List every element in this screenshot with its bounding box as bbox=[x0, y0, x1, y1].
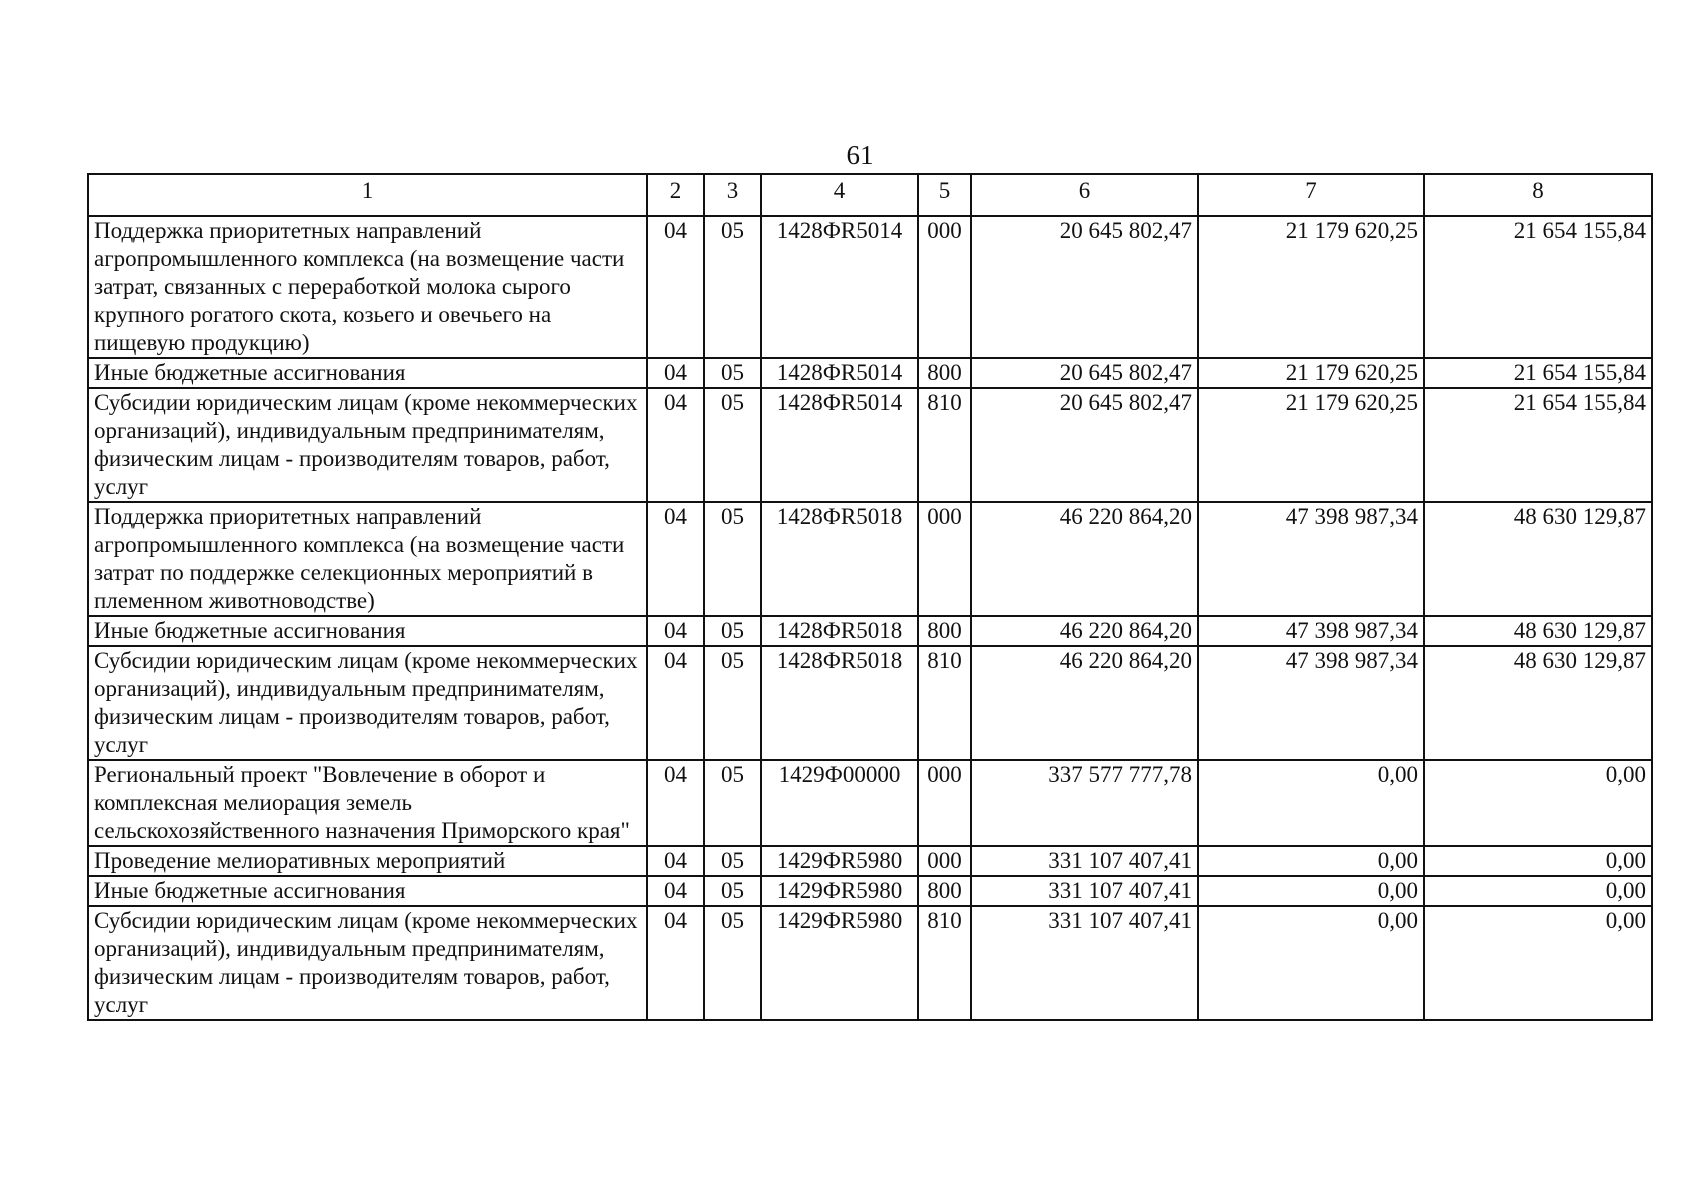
amount-col8-cell: 0,00 bbox=[1424, 846, 1652, 876]
amount-col6-cell: 20 645 802,47 bbox=[971, 388, 1198, 502]
target-article-cell: 1429ФR5980 bbox=[761, 906, 918, 1020]
subsection-code-cell: 05 bbox=[704, 646, 761, 760]
amount-col8-cell: 21 654 155,84 bbox=[1424, 216, 1652, 358]
amount-col6-cell: 46 220 864,20 bbox=[971, 502, 1198, 616]
subsection-code-cell: 05 bbox=[704, 876, 761, 906]
target-article-cell: 1428ФR5018 bbox=[761, 502, 918, 616]
amount-col6-cell: 20 645 802,47 bbox=[971, 216, 1198, 358]
column-header: 8 bbox=[1424, 174, 1652, 216]
section-code-cell: 04 bbox=[647, 216, 704, 358]
section-code-cell: 04 bbox=[647, 876, 704, 906]
row-name-cell: Региональный проект "Вовлечение в оборот и комплексная мелиорация земель сельскохозяйственного назначения Приморского края" bbox=[88, 760, 647, 846]
subsection-code-cell: 05 bbox=[704, 846, 761, 876]
column-header: 5 bbox=[918, 174, 971, 216]
expense-type-cell: 810 bbox=[918, 388, 971, 502]
table-row bbox=[88, 502, 1652, 616]
amount-col8-cell: 0,00 bbox=[1424, 906, 1652, 1020]
subsection-code-cell: 05 bbox=[704, 502, 761, 616]
table-row bbox=[88, 358, 1652, 388]
table-header-row bbox=[88, 174, 1652, 216]
expense-type-cell: 810 bbox=[918, 646, 971, 760]
section-code-cell: 04 bbox=[647, 388, 704, 502]
expense-type-cell: 000 bbox=[918, 502, 971, 616]
column-header: 4 bbox=[761, 174, 918, 216]
expense-type-cell: 810 bbox=[918, 906, 971, 1020]
table-row bbox=[88, 846, 1652, 876]
amount-col7-cell: 47 398 987,34 bbox=[1198, 616, 1424, 646]
expense-type-cell: 000 bbox=[918, 760, 971, 846]
amount-col6-cell: 337 577 777,78 bbox=[971, 760, 1198, 846]
amount-col7-cell: 0,00 bbox=[1198, 846, 1424, 876]
amount-col7-cell: 47 398 987,34 bbox=[1198, 502, 1424, 616]
amount-col6-cell: 331 107 407,41 bbox=[971, 846, 1198, 876]
table-row bbox=[88, 646, 1652, 760]
amount-col8-cell: 48 630 129,87 bbox=[1424, 646, 1652, 760]
target-article-cell: 1428ФR5014 bbox=[761, 216, 918, 358]
column-header: 2 bbox=[647, 174, 704, 216]
amount-col7-cell: 47 398 987,34 bbox=[1198, 646, 1424, 760]
amount-col7-cell: 21 179 620,25 bbox=[1198, 216, 1424, 358]
column-header: 1 bbox=[88, 174, 647, 216]
table-row bbox=[88, 906, 1652, 1020]
subsection-code-cell: 05 bbox=[704, 906, 761, 1020]
amount-col7-cell: 21 179 620,25 bbox=[1198, 388, 1424, 502]
subsection-code-cell: 05 bbox=[704, 760, 761, 846]
amount-col7-cell: 21 179 620,25 bbox=[1198, 358, 1424, 388]
target-article-cell: 1428ФR5014 bbox=[761, 388, 918, 502]
row-name-cell: Поддержка приоритетных направлений агропромышленного комплекса (на возмещение части затрат по поддержке селекционных мероприятий в племенном животноводстве) bbox=[88, 502, 647, 616]
section-code-cell: 04 bbox=[647, 906, 704, 1020]
table-row bbox=[88, 760, 1652, 846]
target-article-cell: 1429ФR5980 bbox=[761, 846, 918, 876]
target-article-cell: 1428ФR5018 bbox=[761, 646, 918, 760]
column-header: 3 bbox=[704, 174, 761, 216]
amount-col6-cell: 46 220 864,20 bbox=[971, 616, 1198, 646]
subsection-code-cell: 05 bbox=[704, 358, 761, 388]
column-header: 6 bbox=[971, 174, 1198, 216]
amount-col8-cell: 21 654 155,84 bbox=[1424, 358, 1652, 388]
amount-col7-cell: 0,00 bbox=[1198, 876, 1424, 906]
subsection-code-cell: 05 bbox=[704, 216, 761, 358]
row-name-cell: Поддержка приоритетных направлений агропромышленного комплекса (на возмещение части затрат, связанных с переработкой молока сырого крупного рогатого скота, козьего и овечьего на пищевую продукцию) bbox=[88, 216, 647, 358]
row-name-cell: Субсидии юридическим лицам (кроме некоммерческих организаций), индивидуальным предпринимателям, физическим лицам - производителям товаров, работ, услуг bbox=[88, 906, 647, 1020]
row-name-cell: Проведение мелиоративных мероприятий bbox=[88, 846, 647, 876]
table-row bbox=[88, 388, 1652, 502]
amount-col7-cell: 0,00 bbox=[1198, 760, 1424, 846]
amount-col6-cell: 331 107 407,41 bbox=[971, 906, 1198, 1020]
section-code-cell: 04 bbox=[647, 646, 704, 760]
budget-table bbox=[87, 173, 1653, 1021]
subsection-code-cell: 05 bbox=[704, 388, 761, 502]
section-code-cell: 04 bbox=[647, 846, 704, 876]
table-row bbox=[88, 216, 1652, 358]
expense-type-cell: 000 bbox=[918, 846, 971, 876]
amount-col6-cell: 331 107 407,41 bbox=[971, 876, 1198, 906]
target-article-cell: 1429Ф00000 bbox=[761, 760, 918, 846]
target-article-cell: 1428ФR5018 bbox=[761, 616, 918, 646]
column-header: 7 bbox=[1198, 174, 1424, 216]
page-number: 61 bbox=[846, 140, 874, 170]
target-article-cell: 1428ФR5014 bbox=[761, 358, 918, 388]
row-name-cell: Иные бюджетные ассигнования bbox=[88, 876, 647, 906]
section-code-cell: 04 bbox=[647, 760, 704, 846]
subsection-code-cell: 05 bbox=[704, 616, 761, 646]
expense-type-cell: 800 bbox=[918, 876, 971, 906]
amount-col8-cell: 0,00 bbox=[1424, 760, 1652, 846]
row-name-cell: Субсидии юридическим лицам (кроме некоммерческих организаций), индивидуальным предпринимателям, физическим лицам - производителям товаров, работ, услуг bbox=[88, 388, 647, 502]
table-row bbox=[88, 876, 1652, 906]
section-code-cell: 04 bbox=[647, 358, 704, 388]
expense-type-cell: 800 bbox=[918, 616, 971, 646]
amount-col8-cell: 48 630 129,87 bbox=[1424, 616, 1652, 646]
amount-col7-cell: 0,00 bbox=[1198, 906, 1424, 1020]
expense-type-cell: 800 bbox=[918, 358, 971, 388]
amount-col8-cell: 48 630 129,87 bbox=[1424, 502, 1652, 616]
section-code-cell: 04 bbox=[647, 502, 704, 616]
table-row bbox=[88, 616, 1652, 646]
row-name-cell: Иные бюджетные ассигнования bbox=[88, 616, 647, 646]
amount-col8-cell: 0,00 bbox=[1424, 876, 1652, 906]
section-code-cell: 04 bbox=[647, 616, 704, 646]
row-name-cell: Иные бюджетные ассигнования bbox=[88, 358, 647, 388]
amount-col6-cell: 20 645 802,47 bbox=[971, 358, 1198, 388]
expense-type-cell: 000 bbox=[918, 216, 971, 358]
amount-col8-cell: 21 654 155,84 bbox=[1424, 388, 1652, 502]
target-article-cell: 1429ФR5980 bbox=[761, 876, 918, 906]
amount-col6-cell: 46 220 864,20 bbox=[971, 646, 1198, 760]
row-name-cell: Субсидии юридическим лицам (кроме некоммерческих организаций), индивидуальным предпринимателям, физическим лицам - производителям товаров, работ, услуг bbox=[88, 646, 647, 760]
